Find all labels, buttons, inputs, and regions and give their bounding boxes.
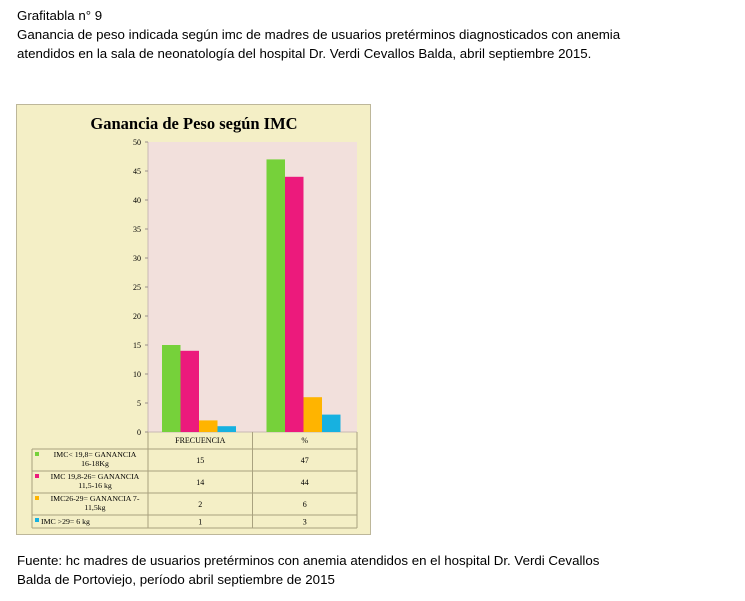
y-tick-label: 0 <box>137 428 141 437</box>
bar <box>162 345 181 432</box>
source-note <box>17 551 733 589</box>
legend-swatch <box>35 474 39 478</box>
y-tick-label: 15 <box>133 341 141 350</box>
bar <box>181 351 200 432</box>
legend-label-line: IMC26-29= GANANCIA 7- <box>50 494 140 503</box>
bar <box>304 397 323 432</box>
y-tick-label: 50 <box>133 138 141 147</box>
y-tick-label: 10 <box>133 370 141 379</box>
chart <box>17 105 372 536</box>
legend-label-line: 11,5-16 kg <box>78 481 112 490</box>
bar <box>285 177 304 432</box>
y-tick-label: 35 <box>133 225 141 234</box>
bar <box>267 159 286 432</box>
table-value: 15 <box>196 456 205 465</box>
y-tick-label: 20 <box>133 312 141 321</box>
bar <box>218 426 237 432</box>
table-value: 44 <box>300 478 309 487</box>
legend-swatch <box>35 496 39 500</box>
legend-swatch <box>35 452 39 456</box>
bar <box>199 420 218 432</box>
y-tick-label: 5 <box>137 399 141 408</box>
table-value: 6 <box>302 500 307 509</box>
legend-label-line: IMC 19,8-26= GANANCIA <box>50 472 140 481</box>
chart-panel <box>16 104 371 535</box>
y-tick-label: 25 <box>133 283 141 292</box>
legend-label-line: IMC< 19,8= GANANCIA <box>53 450 137 459</box>
source-line-2: Balda de Portoviejo, período abril septiembre de 2015 <box>17 572 335 587</box>
y-tick-label: 45 <box>133 167 141 176</box>
legend-label-line: IMC >29= 6 kg <box>41 517 90 526</box>
caption-line-3: atendidos en la sala de neonatología del hospital Dr. Verdi Cevallos Balda, abril septiembre 2015. <box>17 46 592 61</box>
y-tick-label: 40 <box>133 196 141 205</box>
table-value: 1 <box>198 517 203 527</box>
bar <box>322 415 341 432</box>
caption-line-1: Grafitabla n° 9 <box>17 8 103 23</box>
table-value: 3 <box>302 517 307 527</box>
table-value: 47 <box>300 456 309 465</box>
legend-label-line: 11,5kg <box>84 503 106 512</box>
chart-title: Ganancia de Peso según IMC <box>90 114 298 133</box>
caption-top <box>17 6 733 63</box>
table-value: 2 <box>198 500 203 509</box>
y-tick-label: 30 <box>133 254 141 263</box>
legend-label-line: 16-18Kg <box>81 459 109 468</box>
legend-swatch <box>35 518 39 522</box>
source-line-1: Fuente: hc madres de usuarios pretérminos con anemia atendidos en el hospital Dr. Verdi Cevallos <box>17 553 600 568</box>
caption-line-2: Ganancia de peso indicada según imc de madres de usuarios pretérminos diagnosticados con anemia <box>17 27 621 42</box>
category-label: FRECUENCIA <box>175 436 226 445</box>
category-label: % <box>301 436 309 445</box>
table-value: 14 <box>196 478 205 487</box>
